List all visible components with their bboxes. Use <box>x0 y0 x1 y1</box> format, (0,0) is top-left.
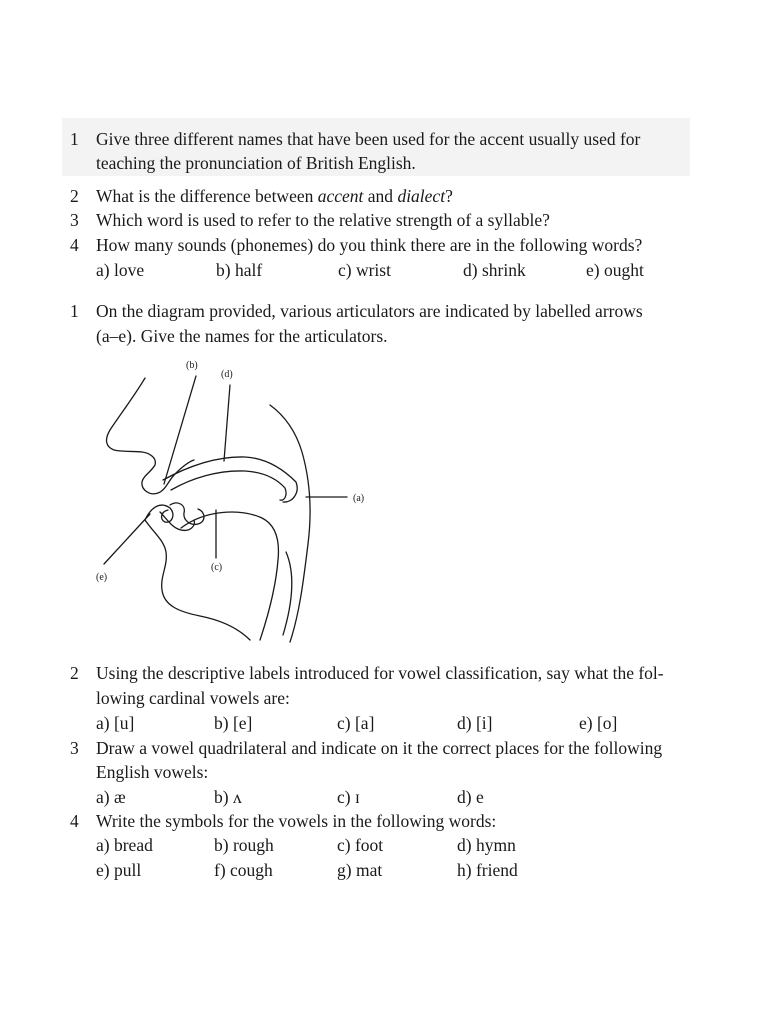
tongue-outline <box>181 512 278 640</box>
question-number: 2 <box>70 186 79 206</box>
question-text: Using the descriptive labels introduced for vowel classification, say what the fol- <box>96 663 664 683</box>
question-text: lowing cardinal vowels are: <box>96 688 290 708</box>
option: f) cough <box>214 860 273 880</box>
option: b) half <box>216 260 263 280</box>
question-text: What is the difference between accent and dialect? <box>96 186 453 206</box>
question-text: (a–e). Give the names for the articulators. <box>96 326 388 346</box>
option: d) shrink <box>463 260 526 280</box>
option: d) e <box>457 787 484 807</box>
label-b: (b) <box>186 360 198 371</box>
option: e) pull <box>96 860 142 880</box>
option: b) [e] <box>214 713 253 733</box>
option: b) ʌ <box>214 787 242 807</box>
arrow-b <box>164 376 196 484</box>
arrow-d <box>224 385 230 461</box>
option: c) foot <box>337 835 384 855</box>
question-number: 1 <box>70 129 79 149</box>
label-c: (c) <box>211 562 223 573</box>
option: c) [a] <box>337 713 375 733</box>
epiglottis-outline <box>283 552 292 635</box>
lower-lip-outline <box>145 505 173 522</box>
label-e: (e) <box>96 572 108 583</box>
jaw-outline <box>145 520 250 640</box>
question-text: Write the symbols for the vowels in the following words: <box>96 811 497 831</box>
option: d) [i] <box>457 713 493 733</box>
question-text: On the diagram provided, various articulators are indicated by labelled arrows <box>96 301 643 321</box>
question-number: 2 <box>70 663 79 683</box>
option: c) wrist <box>338 260 391 280</box>
label-d: (d) <box>221 369 233 380</box>
option: e) ought <box>586 260 644 280</box>
question-text: Give three different names that have been used for the accent usually used for <box>96 129 641 149</box>
question-number: 1 <box>70 301 79 321</box>
question-text: Which word is used to refer to the relative strength of a syllable? <box>96 210 550 230</box>
teeth-outline <box>170 503 204 524</box>
hard-palate-outline-inner <box>171 471 286 500</box>
question-number: 3 <box>70 210 79 230</box>
option: e) [o] <box>579 713 618 733</box>
question-text: teaching the pronunciation of British English. <box>96 153 416 173</box>
face-profile-outline <box>107 378 194 494</box>
option: a) [u] <box>96 713 135 733</box>
arrow-e <box>104 514 150 564</box>
label-a: (a) <box>353 493 365 504</box>
question-number: 4 <box>70 235 79 255</box>
option: h) friend <box>457 860 518 880</box>
question-text: Draw a vowel quadrilateral and indicate on it the correct places for the following <box>96 738 663 758</box>
question-number: 3 <box>70 738 79 758</box>
option: a) bread <box>96 835 153 855</box>
option: a) æ <box>96 787 126 807</box>
option: b) rough <box>214 835 274 855</box>
hard-palate-outline <box>163 457 297 502</box>
question-text: English vowels: <box>96 762 209 782</box>
option: d) hymn <box>457 835 516 855</box>
question-text: How many sounds (phonemes) do you think there are in the following words? <box>96 235 643 255</box>
teeth-outline <box>160 512 194 530</box>
question-number: 4 <box>70 811 79 831</box>
option: g) mat <box>337 860 383 880</box>
option: a) love <box>96 260 145 280</box>
option: c) ɪ <box>337 787 360 807</box>
